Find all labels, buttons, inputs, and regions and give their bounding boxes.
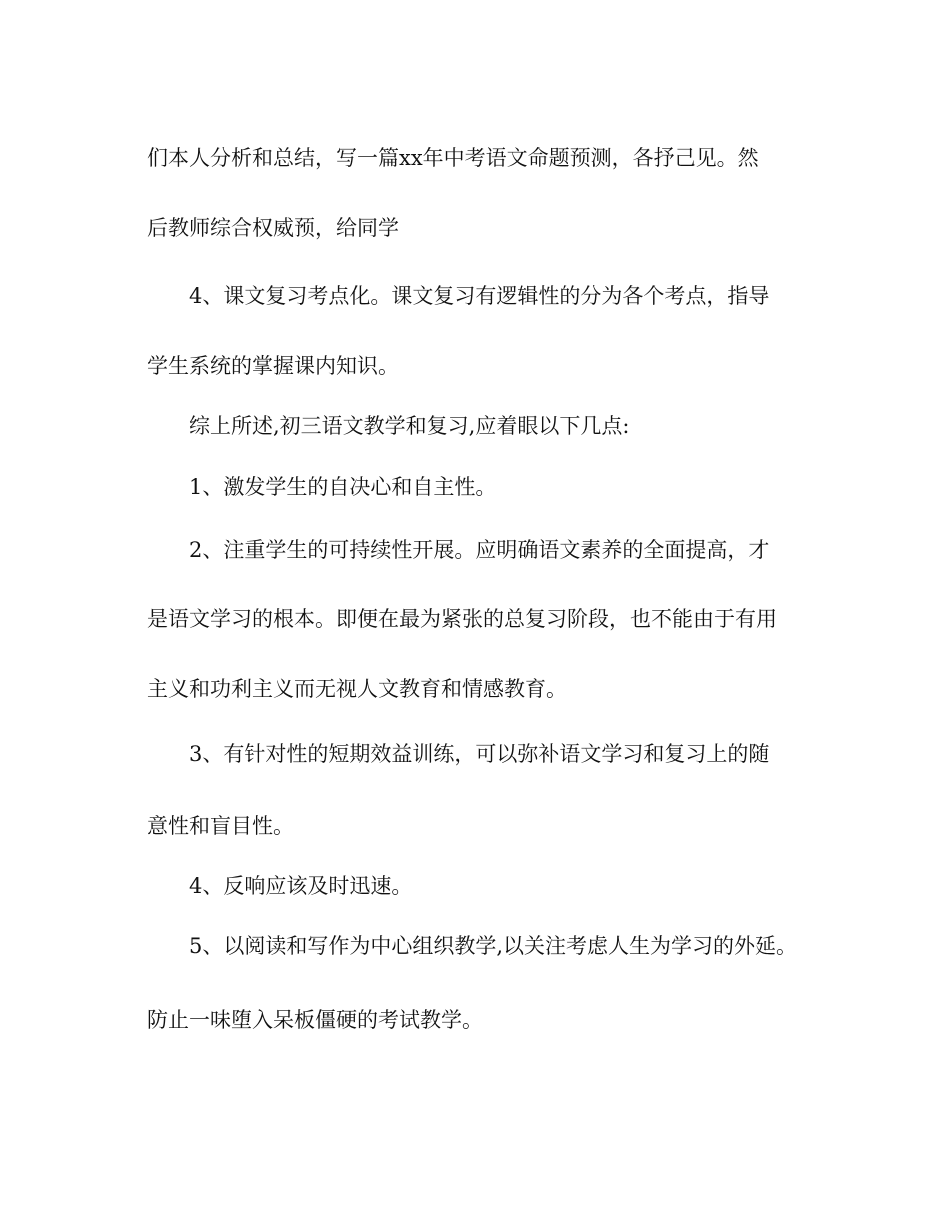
list-item-line: 2、注重学生的可持续性开展。应明确语文素养的全面提高，才 xyxy=(189,538,770,562)
list-item-line: 3、有针对性的短期效益训练，可以弥补语文学习和复习上的随 xyxy=(189,742,770,766)
paragraph-line: 是语文学习的根本。即便在最为紧张的总复习阶段，也不能由于有用 xyxy=(147,607,777,631)
list-item-line: 1、激发学生的自决心和自主性。 xyxy=(189,475,497,499)
list-item-line: 4、课文复习考点化。课文复习有逻辑性的分为各个考点，指导 xyxy=(189,284,770,308)
summary-line: 综上所述,初三语文教学和复习,应着眼以下几点: xyxy=(189,414,630,438)
paragraph-line: 们本人分析和总结，写一篇xx年中考语文命题预测，各抒己见。然 xyxy=(147,146,759,170)
paragraph-line: 学生系统的掌握课内知识。 xyxy=(147,354,399,378)
paragraph-line: 后教师综合权威预，给同学 xyxy=(147,216,399,240)
list-item-line: 4、反响应该及时迅速。 xyxy=(189,874,413,898)
list-item-line: 5、以阅读和写作为中心组织教学,以关注考虑人生为学习的外延。 xyxy=(189,934,798,958)
paragraph-line: 意性和盲目性。 xyxy=(147,814,294,838)
paragraph-line: 主义和功利主义而无视人文教育和情感教育。 xyxy=(147,677,567,701)
paragraph-line: 防止一味堕入呆板僵硬的考试教学。 xyxy=(147,1008,483,1032)
